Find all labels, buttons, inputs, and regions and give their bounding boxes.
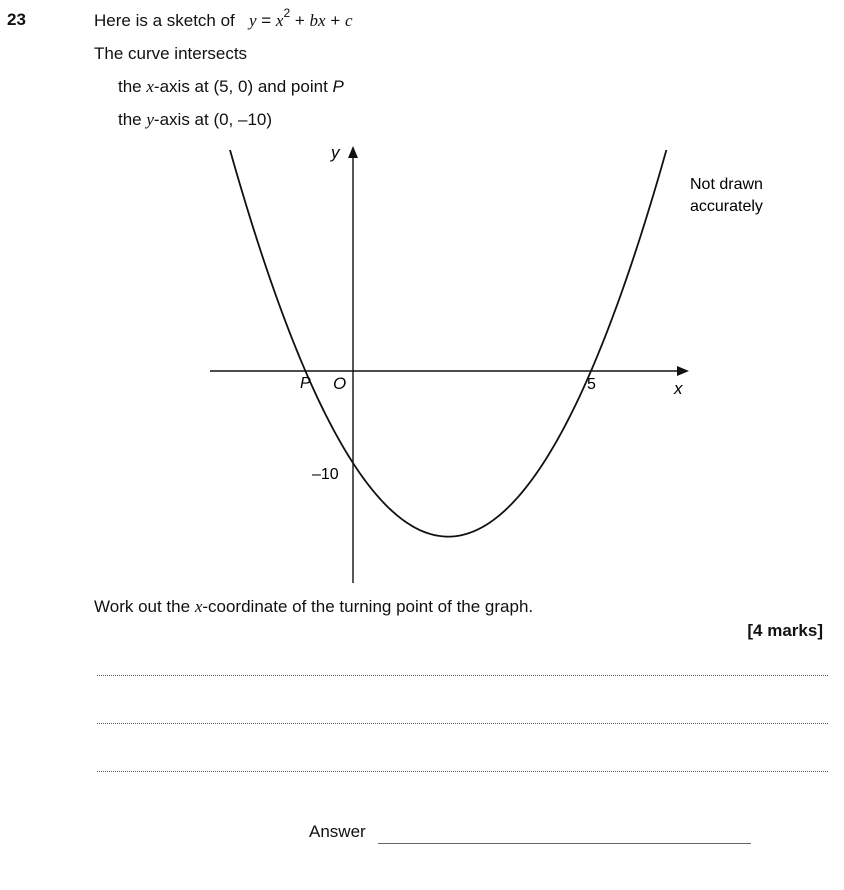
y-axis-label: y bbox=[331, 143, 340, 162]
working-line-3[interactable] bbox=[97, 771, 828, 772]
origin-label: O bbox=[333, 374, 347, 393]
equation-bx: bx bbox=[309, 11, 326, 30]
parabola-curve bbox=[172, 0, 786, 537]
working-line-1[interactable] bbox=[97, 675, 828, 676]
y-tick-label-minus-10: –10 bbox=[312, 466, 339, 483]
line3-variable: x bbox=[146, 77, 154, 96]
instruction-prefix: Work out the bbox=[94, 597, 191, 616]
line4-variable: y bbox=[146, 110, 154, 129]
instruction-text bbox=[94, 597, 533, 617]
intro-text: Here is a sketch of bbox=[94, 11, 235, 30]
instruction-variable: x bbox=[194, 597, 203, 616]
line3-prefix: the bbox=[118, 77, 142, 96]
question-number: 23 bbox=[7, 10, 26, 29]
y-axis-arrowhead bbox=[348, 146, 358, 158]
x-tick-label-5: 5 bbox=[587, 376, 596, 393]
working-line-2[interactable] bbox=[97, 723, 828, 724]
x-axis-arrowhead bbox=[677, 366, 689, 376]
instruction-suffix: -coordinate of the turning point of the graph. bbox=[202, 597, 534, 616]
equation-equals: = bbox=[261, 11, 272, 30]
line4-prefix: the bbox=[118, 110, 142, 129]
equation-exponent: 2 bbox=[283, 6, 291, 20]
line4-suffix: -axis at (0, –10) bbox=[153, 110, 273, 129]
x-axis-label: x bbox=[674, 379, 683, 398]
line3-suffix: -axis at (5, 0) and point bbox=[153, 77, 328, 96]
answer-label: Answer bbox=[309, 822, 366, 841]
equation-plus-2: + bbox=[330, 11, 341, 30]
equation-plus-1: + bbox=[294, 11, 305, 30]
point-p-label: P bbox=[300, 375, 311, 392]
marks-label: [4 marks] bbox=[747, 621, 823, 640]
answer-line[interactable] bbox=[378, 843, 751, 844]
equation-x: x bbox=[275, 11, 284, 30]
equation-c: c bbox=[345, 11, 353, 30]
not-drawn-note-line2: accurately bbox=[690, 198, 763, 215]
curve-intersects-text: The curve intersects bbox=[94, 44, 248, 63]
line3-point: P bbox=[332, 77, 344, 96]
not-drawn-note-line1: Not drawn bbox=[690, 176, 763, 193]
equation-y: y bbox=[248, 11, 257, 30]
